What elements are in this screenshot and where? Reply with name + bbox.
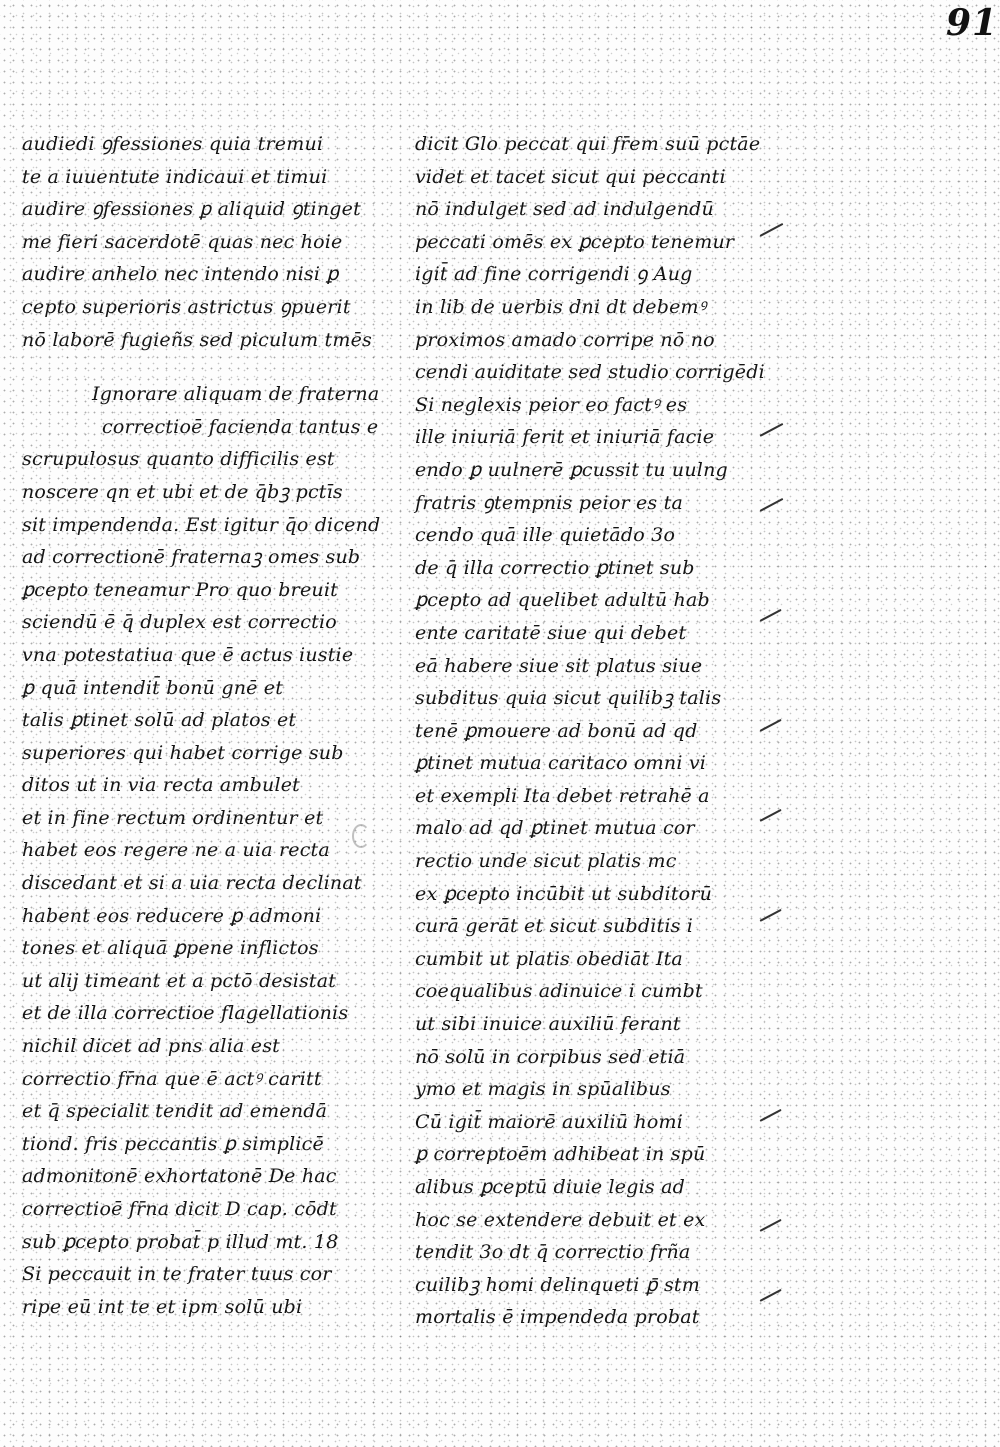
text-line: malo ad qd ꝑtinet mutua cor xyxy=(415,817,695,840)
text-line: peccati omēs ex ꝑcepto tenemur xyxy=(415,230,735,253)
text-line: hoc se extendere debuit et ex xyxy=(415,1208,706,1231)
text-line: mortalis ē impendeda probat xyxy=(415,1306,700,1329)
text-line: ut sibi inuice auxiliū ferant xyxy=(415,1013,681,1036)
text-line: tenē ꝑmouere ad bonū ad qd xyxy=(415,719,698,742)
text-line: tones et aliquā ꝑpene inflictos xyxy=(22,937,319,960)
text-line: habent eos reducere ꝑ admoni xyxy=(22,904,322,927)
text-line: te a iuuentute indicaui et timui xyxy=(22,165,328,188)
text-line: cuilibꝫ homi delinqueti ꝑ̄ stm xyxy=(415,1273,700,1296)
text-line: ille iniuriā ferit et iniuriā facie xyxy=(415,426,715,449)
text-line: cendi auiditate sed studio corrigēdi xyxy=(415,361,765,384)
text-line: ente caritatē siue qui debet xyxy=(415,621,687,644)
text-line: subditus quia sicut quilibꝫ talis xyxy=(415,687,722,710)
text-line: nō solū in corpibus sed etiā xyxy=(415,1045,686,1068)
text-line: ꝑcepto ad quelibet adultū hab xyxy=(415,589,710,612)
text-line: audiedi ꝯfessiones quia tremui xyxy=(22,133,324,155)
text-line: Cū igit̄ maiorē auxiliū homi xyxy=(415,1110,683,1133)
ink-smudge xyxy=(352,824,370,848)
text-line: videt et tacet sicut qui peccanti xyxy=(415,165,726,188)
text-line: ꝑtinet mutua caritaco omni vi xyxy=(415,752,707,775)
left-paragraph-1 xyxy=(22,128,392,356)
text-line: ditos ut in via recta ambulet xyxy=(22,774,301,797)
text-line: et de illa correctioe flagellationis xyxy=(22,1002,349,1025)
text-line: sub ꝑcepto probat̄ p illud mt. 18 xyxy=(22,1230,339,1253)
right-column xyxy=(415,128,775,1334)
text-line: Si peccauit in te frater tuus cor xyxy=(22,1263,332,1286)
text-line: sciendū ē q̄ duplex est correctio xyxy=(22,611,337,634)
text-line: cendo quā ille quietādo 3o xyxy=(415,524,676,547)
text-line: nichil dicet ad pns alia est xyxy=(22,1035,280,1058)
folio-number: 91 xyxy=(946,2,999,44)
text-line: de q̄ illa correctio ꝑtinet sub xyxy=(415,556,695,579)
text-line: ut alij timeant et a pctō desistat xyxy=(22,969,337,992)
text-line: correctioē fr̄na dicit D cap. cōdt xyxy=(22,1198,337,1220)
text-line: talis ꝑtinet solū ad platos et xyxy=(22,709,297,732)
text-line: curā gerāt et sicut subditis i xyxy=(415,915,694,938)
text-line: Si neglexis peior eo factꝰ es xyxy=(415,393,688,416)
text-line: ꝑ quā intendit̄ bonū gnē et xyxy=(22,676,284,699)
text-line: ripe eū int te et ipm solū ubi xyxy=(22,1295,303,1318)
text-line: et q̄ specialit tendit ad emendā xyxy=(22,1100,328,1123)
text-line: cumbit ut platis obediāt Ita xyxy=(415,947,683,970)
text-line: ꝑcepto teneamur Pro quo breuit xyxy=(22,578,338,601)
text-line: tendit 3o dt q̄ correctio frña xyxy=(415,1241,691,1264)
text-line: in lib de uerbis dni dt debemꝰ xyxy=(415,295,707,318)
text-line: fratris ꝯtempnis peior es ta xyxy=(415,491,683,514)
paragraph-gap xyxy=(22,356,392,378)
text-line: tiond. fris peccantis ꝑ simplicē xyxy=(22,1132,324,1155)
text-line: nō laborē fugieñs sed piculum tmēs xyxy=(22,328,372,351)
text-line: vna potestatiua que ē actus iustie xyxy=(22,643,354,666)
text-line: proximos amado corripe nō no xyxy=(415,328,715,351)
text-line: admonitonē exhortatonē De hac xyxy=(22,1165,337,1188)
text-line: audire ꝯfessiones ꝑ aliquid ꝯtinget xyxy=(22,198,361,221)
text-line: correctioē facienda tantus e xyxy=(102,415,379,438)
text-line: ꝑ correptoēm adhibeat in spū xyxy=(415,1143,706,1166)
text-line: superiores qui habet corrige sub xyxy=(22,741,344,764)
text-line: noscere qn et ubi et de q̄bꝫ pctīs xyxy=(22,480,343,503)
text-line: scrupulosus quanto difficilis est xyxy=(22,448,335,471)
text-line: nō indulget sed ad indulgendū xyxy=(415,198,714,221)
text-line: habet eos regere ne a uia recta xyxy=(22,839,330,862)
text-line: audire anhelo nec intendo nisi ꝑ xyxy=(22,263,339,286)
text-line: ex ꝑcepto incūbit ut subditorū xyxy=(415,882,713,905)
right-paragraph xyxy=(415,128,775,1334)
text-line: coequalibus adinuice i cumbt xyxy=(415,980,703,1003)
left-column xyxy=(22,128,392,1323)
text-line: ad correctionē fraternaꝫ omes sub xyxy=(22,546,361,569)
text-line: sit impendenda. Est igitur q̄o dicend xyxy=(22,513,381,536)
text-line: Ignorare aliquam de fraterna xyxy=(92,383,380,406)
text-line: cepto superioris astrictus ꝯpuerit xyxy=(22,295,351,318)
text-line: correctio fr̄na que ē actꝰ caritt xyxy=(22,1067,322,1090)
text-line: me fieri sacerdotē quas nec hoie xyxy=(22,230,343,253)
left-paragraph-2 xyxy=(22,378,392,443)
text-line: igit̄ ad fine corrigendi ꝯ Aug xyxy=(415,263,693,286)
text-line: rectio unde sicut platis mc xyxy=(415,850,677,873)
text-line: et in fine rectum ordinentur et xyxy=(22,806,324,829)
text-line: ymo et magis in spūalibus xyxy=(415,1078,671,1101)
text-line: eā habere siue sit platus siue xyxy=(415,654,703,677)
text-line: dicit Glo peccat qui fr̄em suū pctāe xyxy=(415,133,761,155)
text-line: discedant et si a uia recta declinat xyxy=(22,872,362,895)
left-paragraph-3 xyxy=(22,443,392,1323)
text-line: alibus ꝑceptū diuie legis ad xyxy=(415,1176,685,1198)
text-line: et exempli Ita debet retrahē a xyxy=(415,784,710,807)
text-line: endo ꝑ uulnerē ꝑcussit tu uulng xyxy=(415,458,728,481)
